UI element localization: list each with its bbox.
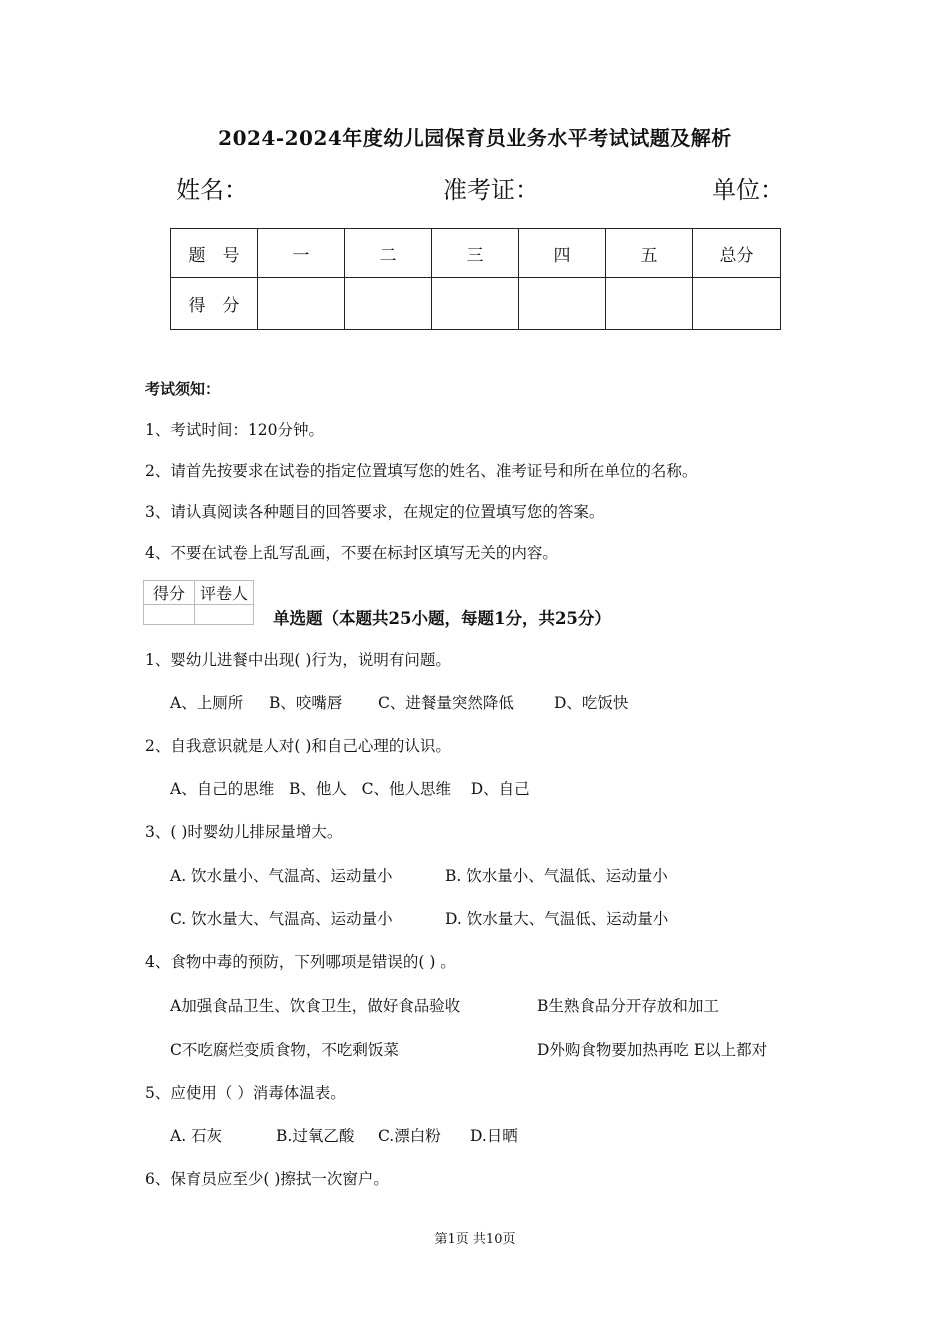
notice-item: 1、考试时间：120分钟。 bbox=[145, 421, 324, 439]
grader-score-label: 得分 bbox=[144, 581, 195, 605]
score-cell[interactable] bbox=[432, 278, 519, 330]
exam-id-label: 准考证： bbox=[443, 176, 539, 204]
score-header-cell: 总分 bbox=[693, 229, 781, 278]
score-header-cell: 五 bbox=[606, 229, 693, 278]
score-header-cell: 题 号 bbox=[171, 229, 258, 278]
option-b: B生熟食品分开存放和加工 bbox=[537, 997, 719, 1015]
notice-item: 2、请首先按要求在试卷的指定位置填写您的姓名、准考证号和所在单位的名称。 bbox=[145, 462, 698, 480]
score-cell[interactable] bbox=[345, 278, 432, 330]
section-title: 单选题（本题共25小题，每题1分，共25分） bbox=[273, 609, 611, 628]
option-c: C. 饮水量大、气温高、运动量小 bbox=[170, 910, 393, 928]
option-d: D. 饮水量大、气温低、运动量小 bbox=[445, 910, 669, 928]
notice-title: 考试须知： bbox=[145, 380, 221, 398]
grader-score-cell[interactable] bbox=[144, 605, 195, 625]
question-stem: 5、应使用（ ）消毒体温表。 bbox=[145, 1084, 346, 1102]
score-header-cell: 四 bbox=[519, 229, 606, 278]
grader-box bbox=[143, 580, 254, 625]
question-stem: 2、自我意识就是人对( )和自己心理的认识。 bbox=[145, 737, 451, 755]
question-stem: 3、( )时婴幼儿排尿量增大。 bbox=[145, 823, 343, 841]
notice-item: 3、请认真阅读各种题目的回答要求，在规定的位置填写您的答案。 bbox=[145, 503, 605, 521]
score-cell[interactable] bbox=[693, 278, 781, 330]
option-d: D外购食物要加热再吃 E以上都对 bbox=[537, 1041, 768, 1059]
option-a: A. 石灰 bbox=[170, 1127, 223, 1145]
option-b: B. 饮水量小、气温低、运动量小 bbox=[445, 867, 668, 885]
question-stem: 1、婴幼儿进餐中出现( )行为，说明有问题。 bbox=[145, 651, 451, 669]
score-header-cell: 三 bbox=[432, 229, 519, 278]
score-row-label: 得 分 bbox=[171, 278, 258, 330]
option-c: C、进餐量突然降低 bbox=[378, 694, 514, 712]
score-header-cell: 一 bbox=[258, 229, 345, 278]
option-d: D.日晒 bbox=[470, 1127, 518, 1145]
question-stem: 6、保育员应至少( )擦拭一次窗户。 bbox=[145, 1170, 389, 1188]
option-a: A、上厕所 bbox=[170, 694, 244, 712]
score-cell[interactable] bbox=[258, 278, 345, 330]
score-table bbox=[170, 228, 781, 330]
option-a: A. 饮水量小、气温高、运动量小 bbox=[170, 867, 393, 885]
name-label: 姓名： bbox=[176, 176, 248, 204]
score-header-row bbox=[171, 229, 781, 278]
option-b: B.过氧乙酸 bbox=[276, 1127, 355, 1145]
score-value-row bbox=[171, 278, 781, 330]
option-c: C不吃腐烂变质食物，不吃剩饭菜 bbox=[170, 1041, 399, 1059]
notice-item: 4、不要在试卷上乱写乱画，不要在标封区填写无关的内容。 bbox=[145, 544, 558, 562]
page-footer: 第1页 共10页 bbox=[434, 1232, 516, 1247]
grader-reviewer-label: 评卷人 bbox=[195, 581, 254, 605]
option-d: D、吃饭快 bbox=[554, 694, 629, 712]
option-b: B、咬嘴唇 bbox=[269, 694, 343, 712]
option-a: A加强食品卫生、饮食卫生，做好食品验收 bbox=[170, 997, 461, 1015]
grader-reviewer-cell[interactable] bbox=[195, 605, 254, 625]
score-cell[interactable] bbox=[606, 278, 693, 330]
page-title: 2024-2024年度幼儿园保育员业务水平考试试题及解析 bbox=[218, 126, 732, 150]
score-header-cell: 二 bbox=[345, 229, 432, 278]
option-c: C.漂白粉 bbox=[378, 1127, 441, 1145]
unit-label: 单位： bbox=[712, 176, 784, 204]
question-options: A、自己的思维 B、他人 C、他人思维 D、自己 bbox=[170, 780, 530, 798]
score-cell[interactable] bbox=[519, 278, 606, 330]
question-stem: 4、食物中毒的预防，下列哪项是错误的( ) 。 bbox=[145, 953, 456, 971]
